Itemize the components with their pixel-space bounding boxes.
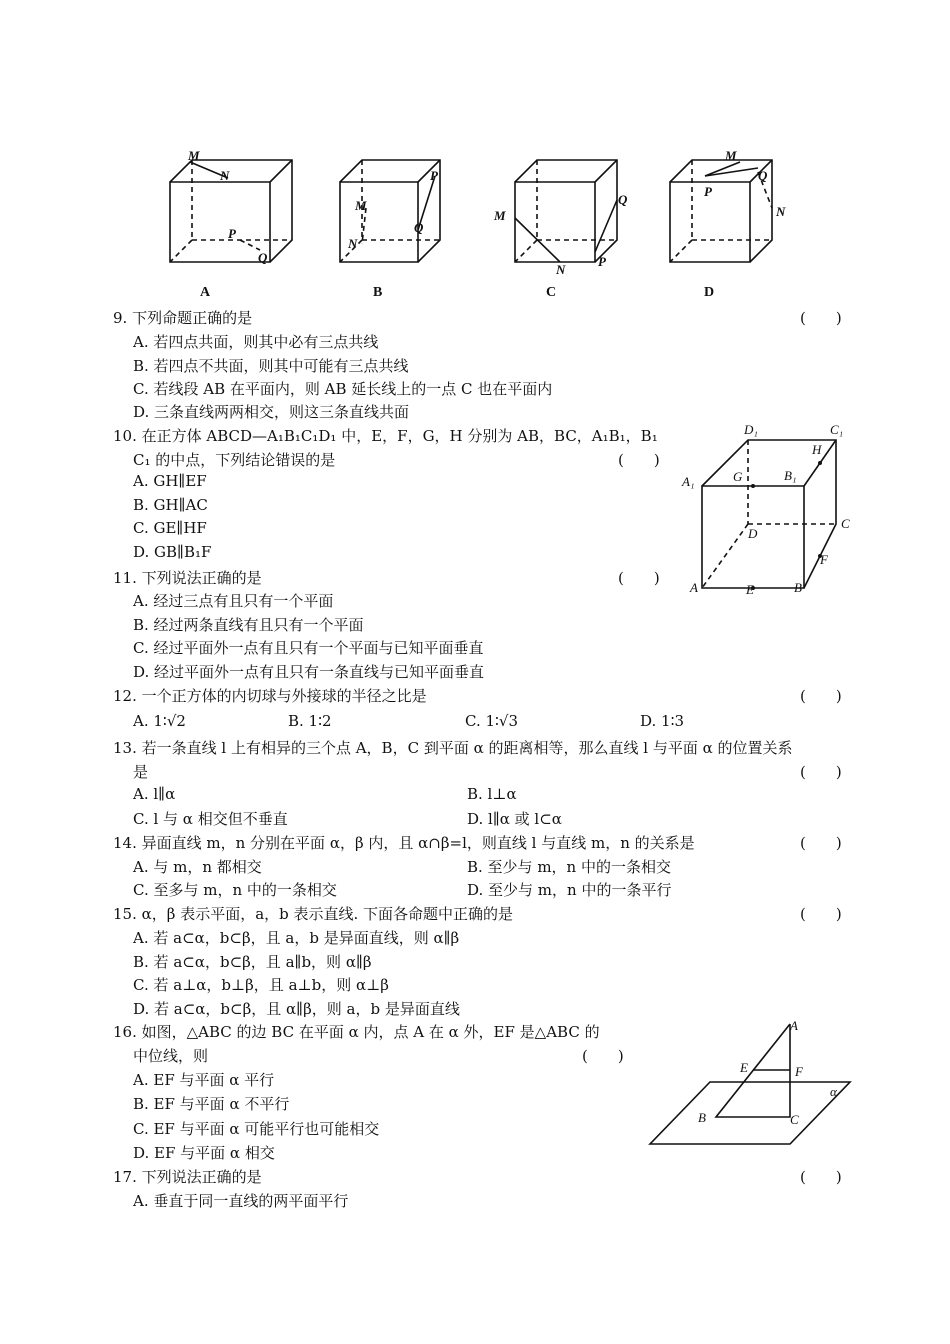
cube-caption-c: C	[546, 285, 557, 300]
q16-fig-label-e: E	[740, 1060, 748, 1075]
q10-option-d: D. GB∥B₁F	[133, 543, 212, 561]
q10-option-a: A. GH∥EF	[133, 472, 207, 490]
cube-a-label-3: P	[228, 226, 236, 241]
cube-a-label-2: N	[220, 168, 230, 183]
q17-stem: 17. 下列说法正确的是	[113, 1168, 262, 1186]
q16-fig-label-f: F	[795, 1064, 803, 1079]
q10-stem-line1: 10. 在正方体 ABCD—A₁B₁C₁D₁ 中，E，F，G，H 分别为 AB，BC，A₁B₁，B₁	[113, 427, 658, 445]
q16-option-a: A. EF 与平面 α 平行	[133, 1071, 275, 1089]
q10-fig-label-g: G	[733, 469, 743, 484]
q11-option-d: D. 经过平面外一点有且只有一条直线与已知平面垂直	[133, 663, 485, 681]
q17-option-a: A. 垂直于同一直线的两平面平行	[133, 1192, 349, 1210]
q12-stem: 12. 一个正方体的内切球与外接球的半径之比是	[113, 687, 427, 705]
q10-fig-label-d1: D₁	[744, 422, 758, 437]
q13-option-a: A. l∥α	[133, 785, 176, 803]
q13-option-d: D. l∥α 或 l⊂α	[467, 810, 562, 828]
q10-fig-label-c1: C₁	[830, 422, 844, 437]
cube-caption-a: A	[200, 285, 211, 300]
q12-option-c: C. 1∶√3	[465, 712, 519, 730]
q10-fig-label-h: H	[812, 442, 822, 457]
cube-d-label-3: P	[704, 184, 712, 199]
q17-answer-bracket[interactable]: ( )	[800, 1168, 842, 1186]
cube-b-label-1: P	[430, 168, 438, 183]
cube-c-label-1: Q	[618, 192, 628, 207]
q16-fig-label-c: C	[790, 1112, 799, 1127]
q14-answer-bracket[interactable]: ( )	[800, 834, 842, 852]
cube-d-label-1: M	[725, 148, 737, 163]
q10-fig-label-e: E	[746, 582, 754, 597]
q10-cube-figure	[670, 418, 860, 603]
q14-option-b: B. 至少与 m，n 中的一条相交	[467, 858, 671, 876]
q10-fig-label-a1: A₁	[682, 474, 695, 489]
q10-answer-bracket[interactable]: ( )	[618, 451, 660, 469]
q10-stem-line2: C₁ 的中点，下列结论错误的是	[133, 451, 336, 469]
q9-option-a: A. 若四点共面，则其中必有三点共线	[133, 333, 379, 351]
q14-option-d: D. 至少与 m，n 中的一条平行	[467, 881, 672, 899]
q10-fig-label-d: D	[748, 526, 758, 541]
q16-triangle-figure	[640, 1012, 860, 1152]
cube-a-label-1: M	[188, 148, 200, 163]
cube-a	[170, 148, 292, 265]
cube-d	[670, 148, 786, 262]
cube-c-label-2: M	[494, 208, 506, 223]
q12-option-a: A. 1∶√2	[133, 712, 186, 730]
q11-option-c: C. 经过平面外一点有且只有一个平面与已知平面垂直	[133, 639, 484, 657]
q16-stem-line1: 16. 如图，△ABC 的边 BC 在平面 α 内，点 A 在 α 外，EF 是△ABC 的	[113, 1023, 600, 1041]
q16-option-d: D. EF 与平面 α 相交	[133, 1144, 275, 1162]
q10-fig-label-b1: B₁	[784, 468, 797, 483]
q16-fig-label-b: B	[698, 1110, 706, 1125]
cube-d-label-2: Q	[758, 168, 768, 183]
q15-answer-bracket[interactable]: ( )	[800, 905, 842, 923]
q14-option-c: C. 至多与 m，n 中的一条相交	[133, 881, 337, 899]
q13-stem-line1: 13. 若一条直线 l 上有相异的三个点 A，B，C 到平面 α 的距离相等，那么直线 l 与平面 α 的位置关系	[113, 739, 793, 757]
cube-caption-b: B	[373, 285, 383, 300]
q16-fig-label-a: A	[790, 1018, 798, 1033]
q10-fig-label-c: C	[841, 516, 850, 531]
q13-answer-bracket[interactable]: ( )	[800, 763, 842, 781]
q11-answer-bracket[interactable]: ( )	[618, 569, 660, 587]
q9-answer-bracket[interactable]: ( )	[800, 309, 842, 327]
q13-option-b: B. l⊥α	[467, 785, 517, 803]
q15-option-b: B. 若 a⊂α，b⊂β，且 a∥b，则 α∥β	[133, 953, 372, 971]
q15-stem: 15. α，β 表示平面，a，b 表示直线. 下面各命题中正确的是	[113, 905, 514, 923]
q10-option-b: B. GH∥AC	[133, 496, 208, 514]
q14-option-a: A. 与 m，n 都相交	[133, 858, 262, 876]
q12-answer-bracket[interactable]: ( )	[800, 687, 842, 705]
cube-d-label-4: N	[776, 204, 786, 219]
q14-stem: 14. 异面直线 m，n 分别在平面 α，β 内，且 α∩β=l，则直线 l 与直线 m，n 的关系是	[113, 834, 695, 852]
q10-fig-label-a: A	[690, 580, 698, 595]
q16-answer-bracket[interactable]: ( )	[582, 1047, 624, 1065]
q10-option-c: C. GE∥HF	[133, 519, 207, 537]
q12-option-b: B. 1∶2	[288, 712, 332, 730]
q16-option-b: B. EF 与平面 α 不平行	[133, 1095, 290, 1113]
q12-option-d: D. 1∶3	[640, 712, 685, 730]
q15-option-a: A. 若 a⊂α，b⊂β，且 a，b 是异面直线，则 α∥β	[133, 929, 460, 947]
q9-option-c: C. 若线段 AB 在平面内，则 AB 延长线上的一点 C 也在平面内	[133, 380, 553, 398]
q11-stem: 11. 下列说法正确的是	[113, 569, 262, 587]
q9-stem: 9. 下列命题正确的是	[113, 309, 253, 327]
q11-option-b: B. 经过两条直线有且只有一个平面	[133, 616, 364, 634]
q16-fig-label-alpha: α	[830, 1084, 837, 1099]
cube-b-label-2: M	[355, 198, 367, 213]
q11-option-a: A. 经过三点有且只有一个平面	[133, 592, 334, 610]
cube-b	[340, 160, 440, 262]
q16-option-c: C. EF 与平面 α 可能平行也可能相交	[133, 1120, 380, 1138]
q16-stem-line2: 中位线，则	[133, 1047, 209, 1065]
cube-caption-d: D	[704, 285, 715, 300]
q15-option-d: D. 若 a⊂α，b⊂β，且 α∥β，则 a，b 是异面直线	[133, 1000, 460, 1018]
q10-fig-label-b: B	[794, 580, 802, 595]
cube-b-label-3: N	[348, 236, 358, 251]
q13-option-c: C. l 与 α 相交但不垂直	[133, 810, 288, 828]
q9-option-d: D. 三条直线两两相交，则这三条直线共面	[133, 403, 410, 421]
q15-option-c: C. 若 a⊥α，b⊥β，且 a⊥b，则 α⊥β	[133, 976, 389, 994]
q10-fig-label-f: F	[820, 552, 828, 567]
cube-c	[493, 160, 628, 277]
cube-b-label-4: Q	[414, 220, 424, 235]
q13-stem-line2: 是	[133, 763, 149, 781]
cube-c-label-4: P	[598, 254, 606, 269]
cube-a-label-4: Q	[258, 250, 268, 265]
q9-option-b: B. 若四点不共面，则其中可能有三点共线	[133, 357, 409, 375]
cube-c-label-3: N	[556, 262, 566, 277]
